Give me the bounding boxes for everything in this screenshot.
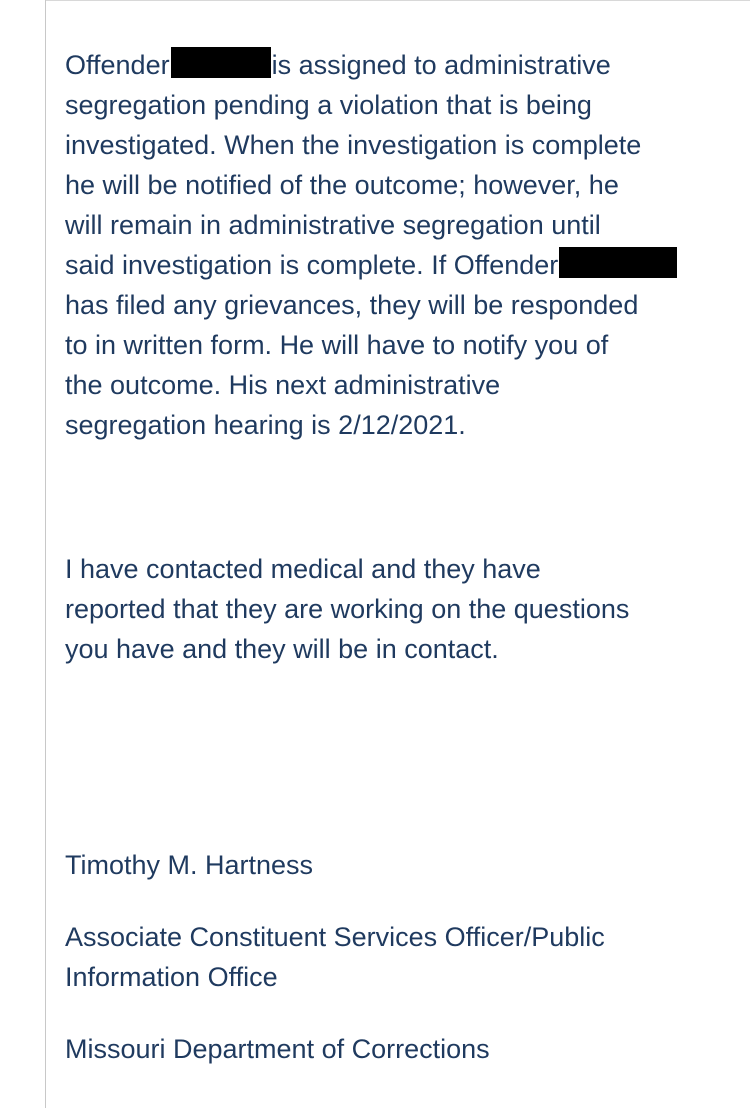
text-line: [65, 45, 735, 85]
text-line: investigated. When the investigation is complete: [65, 130, 642, 160]
signature-title: [65, 917, 735, 997]
text-line: he will be notified of the outcome; however, he: [65, 170, 619, 200]
signature-title-line: Information Office: [65, 962, 278, 992]
redaction-block: [171, 47, 271, 78]
paragraph-segregation-status: [65, 45, 735, 445]
quote-bar: [45, 0, 46, 1108]
redaction-block: [559, 247, 677, 278]
signature-name-text: Timothy M. Hartness: [65, 850, 314, 880]
text-line: has filed any grievances, they will be responded: [65, 290, 639, 320]
signature-title-line: Associate Constituent Services Officer/Public: [65, 922, 605, 952]
text-line: I have contacted medical and they have: [65, 554, 541, 584]
signature-name: [65, 845, 735, 885]
text-line: reported that they are working on the questions: [65, 594, 630, 624]
text-line: you have and they will be in contact.: [65, 634, 499, 664]
text-line: [65, 245, 735, 285]
text-line: will remain in administrative segregation until: [65, 210, 601, 240]
text-fragment: Offender: [65, 50, 170, 80]
text-line: to in written form. He will have to notify you of: [65, 330, 609, 360]
text-line: segregation hearing is 2/12/2021.: [65, 410, 466, 440]
text-fragment: is assigned to administrative: [271, 50, 611, 80]
text-line: segregation pending a violation that is being: [65, 90, 592, 120]
signature-department: [65, 1029, 735, 1069]
paragraph-medical-contact: [65, 549, 735, 669]
signature-department-text: Missouri Department of Corrections: [65, 1034, 490, 1064]
text-fragment: said investigation is complete. If Offender: [65, 250, 559, 280]
text-line: the outcome. His next administrative: [65, 370, 501, 400]
top-divider: [45, 0, 750, 1]
